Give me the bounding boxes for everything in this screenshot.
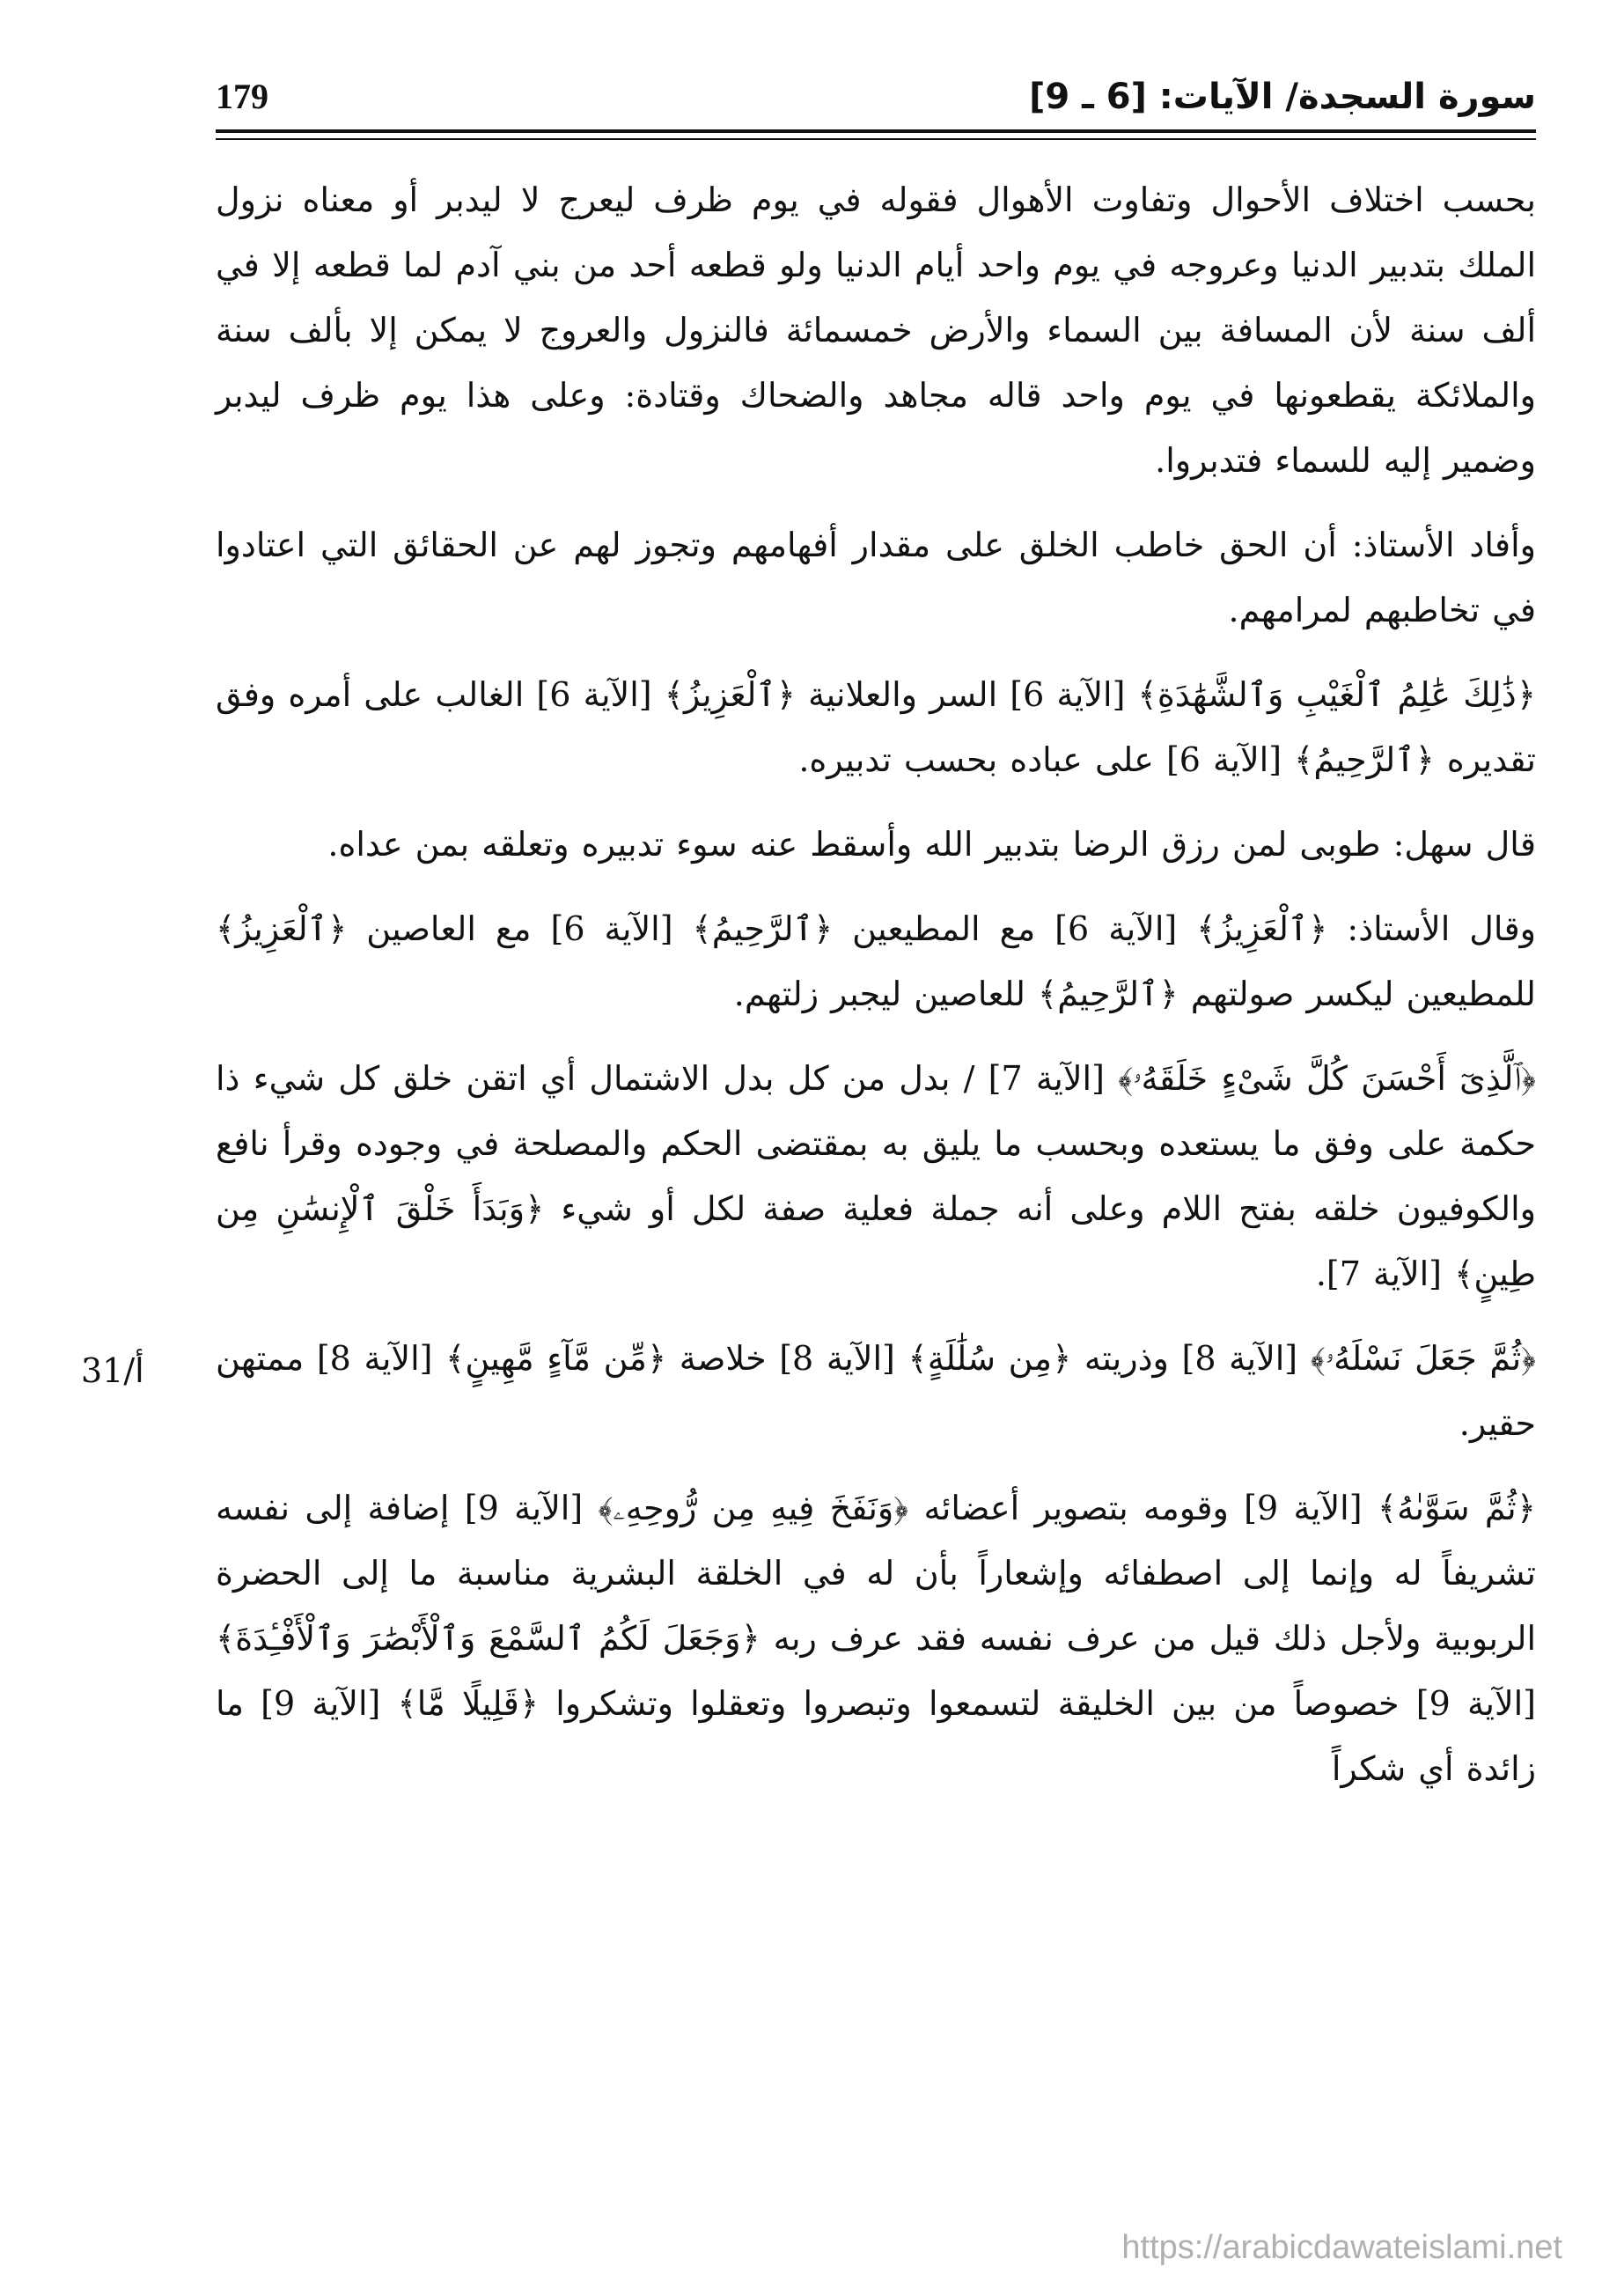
body-text [216,167,1536,1821]
page-number: 179 [216,77,268,116]
running-title: سورة السجدة/ الآيات: [6 ـ 9] [1029,77,1536,117]
paragraph: بحسب اختلاف الأحوال وتفاوت الأهوال فقوله في يوم ظرف ليعرج لا ليدبر أو معناه نزول الملك بتدبير الدنيا وعروجه في يوم واحد أيام الدنيا ولو قطعه أحد من بني آدم لما قطعه إلا في ألف سنة لأن المسافة بين السماء والأرض خمسمائة فالنزول والعروج لا يمكن إلا بألف سنة والملائكة يقطعونها في يوم واحد قاله مجاهد والضحاك وقتادة: وعلى هذا يوم ظرف ليدبر وضمير إليه للسماء فتدبروا. [216,180,1536,480]
header-rule-thick [216,129,1536,133]
source-watermark: https://arabicdawateislami.net [1121,2229,1562,2266]
folio-margin-note: 31/أ [81,1351,144,1390]
paragraph: ﴿ثُمَّ سَوَّىٰهُ﴾ [الآية 9] وقومه بتصوير أعضائه ﴿وَنَفَخَ فِيهِ مِن رُّوحِهِۦ﴾ [الآية 9] إضافة إلى نفسه تشريفاً له وإنما إلى اصطفائه وإشعاراً بأن له في الخلقة البشرية مناسبة ما إلى الحضرة الربوبية ولأجل ذلك قيل من عرف نفسه فقد عرف ربه ﴿وَجَعَلَ لَكُمُ ٱلسَّمْعَ وَٱلْأَبْصَٰرَ وَٱلْأَفْـِٔدَةَ﴾ [الآية 9] خصوصاً من بين الخليقة لتسمعوا وتبصروا وتعقلوا وتشكروا ﴿قَلِيلًا مَّا﴾ [الآية 9] ما زائدة أي شكراً [216,1489,1537,1788]
header-rule-thin [216,138,1536,140]
paragraph: ﴿ذَٰلِكَ عَٰلِمُ ٱلْغَيْبِ وَٱلشَّهَٰدَةِ﴾ [الآية 6] السر والعلانية ﴿ٱلْعَزِيزُ﴾ [الآية 6] الغالب على أمره وفق تقديره ﴿ٱلرَّحِيمُ﴾ [الآية 6] على عباده بحسب تدبيره. [216,675,1536,779]
paragraph: ﴿ٱلَّذِىٓ أَحْسَنَ كُلَّ شَىْءٍ خَلَقَهُۥ﴾ [الآية 7] / بدل من كل بدل الاشتمال أي اتقن خلق كل شيء ذا حكمة على وفق ما يستعده وبحسب ما يليق به بمقتضى الحكم والمصلحة في وجوده وقرأ نافع والكوفيون خلقه بفتح اللام وعلى أنه جملة فعلية صفة لكل أو شيء ﴿وَبَدَأَ خَلْقَ ٱلْإِنسَٰنِ مِن طِينٍ﴾ [الآية 7]. [216,1059,1536,1293]
paragraph: ﴿ثُمَّ جَعَلَ نَسْلَهُۥ﴾ [الآية 8] وذريته ﴿مِن سُلَٰلَةٍ﴾ [الآية 8] خلاصة ﴿مِّن مَّآءٍ مَّهِينٍ﴾ [الآية 8] ممتهن حقير. [216,1339,1537,1443]
paragraph: وقال الأستاذ: ﴿ٱلْعَزِيزُ﴾ [الآية 6] مع المطيعين ﴿ٱلرَّحِيمُ﴾ [الآية 6] مع العاصين ﴿ٱلْعَزِيزُ﴾ للمطيعين ليكسر صولتهم ﴿ٱلرَّحِيمُ﴾ للعاصين ليجبر زلتهم. [216,909,1536,1013]
paragraph: قال سهل: طوبى لمن رزق الرضا بتدبير الله وأسقط عنه سوء تدبيره وتعلقه بمن عداه. [327,825,1536,864]
page-header [216,72,1536,134]
paragraph: وأفاد الأستاذ: أن الحق خاطب الخلق على مقدار أفهامهم وتجوز لهم عن الحقائق التي اعتادوا في تخاطبهم لمرامهم. [216,526,1536,629]
